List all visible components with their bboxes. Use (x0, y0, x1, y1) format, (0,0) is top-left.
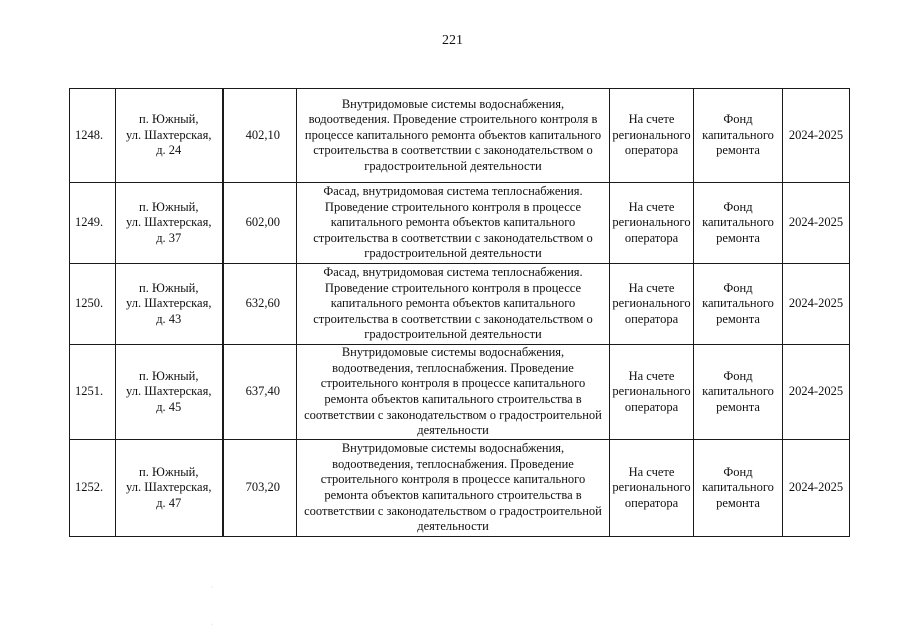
address-cell-line: д. 24 (156, 143, 182, 158)
work-description-cell-line: строительства в соответствии с законодательством о (313, 143, 593, 158)
work-description-cell (297, 345, 610, 440)
address-cell (116, 345, 223, 440)
row-number-cell: 1252. (70, 440, 116, 537)
account-type-cell (610, 89, 694, 183)
account-type-cell-line: На счете (628, 280, 675, 295)
row-number-cell: 1250. (70, 264, 116, 345)
address-cell (116, 183, 223, 264)
address-cell-line: п. Южный, (139, 199, 199, 214)
address-cell-line: ул. Шахтерская, (126, 127, 212, 142)
account-type-cell-line: регионального (612, 127, 691, 142)
funding-source-cell-line: ремонта (716, 230, 760, 245)
area-cell: 632,60 (223, 264, 297, 345)
account-type-cell-line: регионального (612, 215, 691, 230)
work-description-cell-line: соответствии с законодательством о градостроительной (304, 407, 602, 422)
work-description-cell-line: процессе капитального ремонта объектов капитального (304, 127, 602, 142)
account-type-cell-line: оператора (624, 143, 679, 158)
funding-source-cell-line: ремонта (716, 399, 760, 414)
account-type-cell-line: На счете (628, 112, 675, 127)
repair-schedule-table (69, 88, 850, 537)
work-description-cell (297, 89, 610, 183)
work-description-cell-line: Фасад, внутридомовая система теплоснабжения. (323, 184, 583, 199)
scan-speck: · (211, 622, 213, 628)
work-description-cell-line: строительного контроля в процессе капитального (320, 376, 586, 391)
funding-source-cell-line: ремонта (716, 311, 760, 326)
work-description-cell-line: водоотведения, теплоснабжения. Проведение (332, 360, 574, 375)
work-description-cell-line: Фасад, внутридомовая система теплоснабжения. (323, 265, 583, 280)
page-number: 221 (442, 33, 463, 48)
address-cell-line: д. 37 (156, 230, 182, 245)
work-description-cell-line: Внутридомовые системы водоснабжения, (341, 96, 565, 111)
table-row (70, 440, 850, 537)
row-number-cell: 1249. (70, 183, 116, 264)
work-description-cell-line: капитального ремонта объектов капитального (330, 215, 576, 230)
period-cell: 2024-2025 (783, 264, 850, 345)
funding-source-cell (694, 440, 783, 537)
funding-source-cell-line: Фонд (723, 464, 753, 479)
work-description-cell-line: градостроительной деятельности (364, 327, 542, 342)
period-cell: 2024-2025 (783, 440, 850, 537)
account-type-cell-line: оператора (624, 311, 679, 326)
address-cell (116, 264, 223, 345)
work-description-cell-line: градостроительной деятельности (364, 158, 542, 173)
account-type-cell-line: оператора (624, 230, 679, 245)
period-cell: 2024-2025 (783, 89, 850, 183)
funding-source-cell (694, 345, 783, 440)
address-cell-line: ул. Шахтерская, (126, 296, 212, 311)
account-type-cell (610, 264, 694, 345)
address-cell-line: п. Южный, (139, 112, 199, 127)
area-cell: 602,00 (223, 183, 297, 264)
address-cell (116, 89, 223, 183)
funding-source-cell-line: ремонта (716, 495, 760, 510)
work-description-cell (297, 440, 610, 537)
scan-speck: · (211, 585, 213, 591)
address-cell-line: д. 45 (156, 399, 182, 414)
account-type-cell (610, 345, 694, 440)
account-type-cell-line: На счете (628, 368, 675, 383)
address-cell (116, 440, 223, 537)
account-type-cell-line: регионального (612, 384, 691, 399)
funding-source-cell (694, 264, 783, 345)
period-cell: 2024-2025 (783, 345, 850, 440)
work-description-cell (297, 183, 610, 264)
work-description-cell-line: ремонта объектов капитального строительства в (324, 392, 582, 406)
account-type-cell-line: оператора (624, 495, 679, 510)
work-description-cell-line: капитального ремонта объектов капитального (330, 296, 576, 311)
funding-source-cell-line: Фонд (723, 368, 753, 383)
address-cell-line: п. Южный, (139, 280, 199, 295)
account-type-cell (610, 183, 694, 264)
funding-source-cell-line: капитального (702, 296, 774, 311)
area-cell: 637,40 (223, 345, 297, 440)
funding-source-cell (694, 183, 783, 264)
work-description-cell-line: водоотведения, теплоснабжения. Проведение (332, 456, 574, 471)
account-type-cell-line: На счете (628, 464, 675, 479)
funding-source-cell-line: Фонд (723, 199, 753, 214)
work-description-cell-line: деятельности (417, 519, 489, 534)
area-cell: 402,10 (223, 89, 297, 183)
work-description-cell-line: строительства в соответствии с законодательством о (313, 311, 593, 326)
work-description-cell-line: Внутридомовые системы водоснабжения, (341, 441, 565, 456)
row-number-cell: 1248. (70, 89, 116, 183)
area-cell: 703,20 (223, 440, 297, 537)
funding-source-cell (694, 89, 783, 183)
work-description-cell (297, 264, 610, 345)
funding-source-cell-line: капитального (702, 215, 774, 230)
work-description-cell-line: Внутридомовые системы водоснабжения, (341, 345, 565, 360)
address-cell-line: ул. Шахтерская, (126, 480, 212, 495)
work-description-cell-line: Проведение строительного контроля в процессе (324, 280, 582, 295)
table-row (70, 345, 850, 440)
work-description-cell-line: Проведение строительного контроля в процессе (324, 199, 582, 214)
address-cell-line: д. 47 (156, 495, 182, 510)
address-cell-line: д. 43 (156, 311, 182, 326)
account-type-cell-line: оператора (624, 399, 679, 414)
work-description-cell-line: строительства в соответствии с законодательством о (313, 230, 593, 245)
work-description-cell-line: ремонта объектов капитального строительства в (324, 488, 582, 502)
table-row (70, 89, 850, 183)
table-row (70, 264, 850, 345)
funding-source-cell-line: капитального (702, 480, 774, 495)
address-cell-line: п. Южный, (139, 464, 199, 479)
work-description-cell-line: деятельности (417, 423, 489, 438)
funding-source-cell-line: Фонд (723, 112, 753, 127)
address-cell-line: п. Южный, (139, 368, 199, 383)
funding-source-cell-line: ремонта (716, 143, 760, 158)
period-cell: 2024-2025 (783, 183, 850, 264)
account-type-cell-line: регионального (612, 480, 691, 495)
funding-source-cell-line: капитального (702, 384, 774, 399)
account-type-cell (610, 440, 694, 537)
work-description-cell-line: водоотведения. Проведение строительного контроля в (308, 112, 598, 127)
funding-source-cell-line: капитального (702, 127, 774, 142)
work-description-cell-line: градостроительной деятельности (364, 246, 542, 261)
work-description-cell-line: строительного контроля в процессе капитального (320, 472, 586, 487)
account-type-cell-line: На счете (628, 199, 675, 214)
table-row (70, 183, 850, 264)
address-cell-line: ул. Шахтерская, (126, 384, 212, 399)
work-description-cell-line: соответствии с законодательством о градостроительной (304, 503, 602, 518)
account-type-cell-line: регионального (612, 296, 691, 311)
address-cell-line: ул. Шахтерская, (126, 215, 212, 230)
funding-source-cell-line: Фонд (723, 280, 753, 295)
row-number-cell: 1251. (70, 345, 116, 440)
